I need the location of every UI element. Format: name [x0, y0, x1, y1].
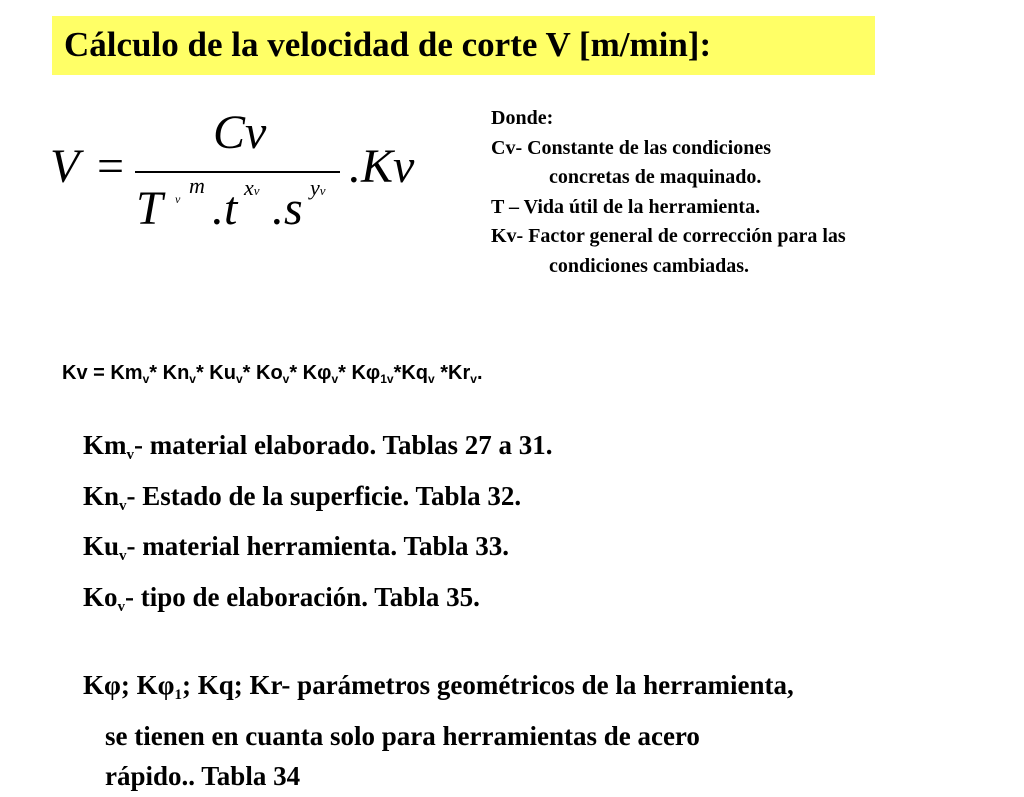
factor-kn: $Kn_v-$ Estado de la superficie. Tabla 32.: [83, 480, 522, 514]
formula-T: T: [136, 182, 163, 235]
kv-equation: $Kv = Km_v*$ $Kn_v*$ $Ku_v*$ $Ko_v*$ $K\varphi_v*$ $K\varphi_{1v}*Kq_v$ $*Kr_v$.: [62, 362, 483, 386]
fraction-bar: [135, 171, 340, 173]
formula-exponent-y: yv: [310, 175, 326, 200]
formula-T-subscript: v: [175, 192, 181, 206]
page-title: Cálculo de la velocidad de corte V [m/min]:: [64, 25, 712, 64]
formula-lhs: V: [50, 140, 80, 193]
cv-definition: Cv- Constante de las condiciones: [491, 136, 772, 159]
formula-t: .t: [212, 182, 238, 235]
geometric-factors-table: rápido.. Tabla 34: [105, 761, 301, 791]
factor-ku: $Ku_v-$ material herramienta. Tabla 33.: [83, 531, 509, 564]
cv-definition-cont: concretas de maquinado.: [549, 166, 762, 188]
donde-heading: Donde:: [491, 107, 554, 129]
factor-ko: $Ko_v-$ tipo de elaboración. Tabla 35.: [83, 581, 480, 615]
cutting-speed-formula: [0, 0, 470, 260]
where-definitions: [491, 104, 1011, 281]
formula-exponent-x: xv: [244, 175, 260, 200]
factor-km: $Km_v-$ material elaborado. Tablas 27 a 31.: [83, 430, 553, 463]
geometric-factors-cont: se tienen en cuanta solo para herramientas de acero: [105, 720, 700, 751]
formula-equals: =: [97, 140, 125, 193]
correction-factors-list: [83, 425, 1013, 797]
formula-s: .s: [272, 182, 303, 235]
kv-definition: Kv- Factor general de corrección para las: [491, 225, 846, 247]
kv-definition-cont: condiciones cambiadas.: [549, 254, 750, 277]
formula-numerator: Cv: [213, 106, 267, 159]
t-definition: T – Vida útil de la herramienta.: [491, 195, 761, 218]
geometric-factors: Kφ; $K\varphi_1$; Kq; Kr- parámetros geométricos de la herramienta,: [83, 670, 794, 703]
formula-exponent-m: m: [189, 173, 205, 198]
formula-kv-factor: .Kv: [349, 140, 415, 193]
spacer: [83, 627, 1013, 665]
